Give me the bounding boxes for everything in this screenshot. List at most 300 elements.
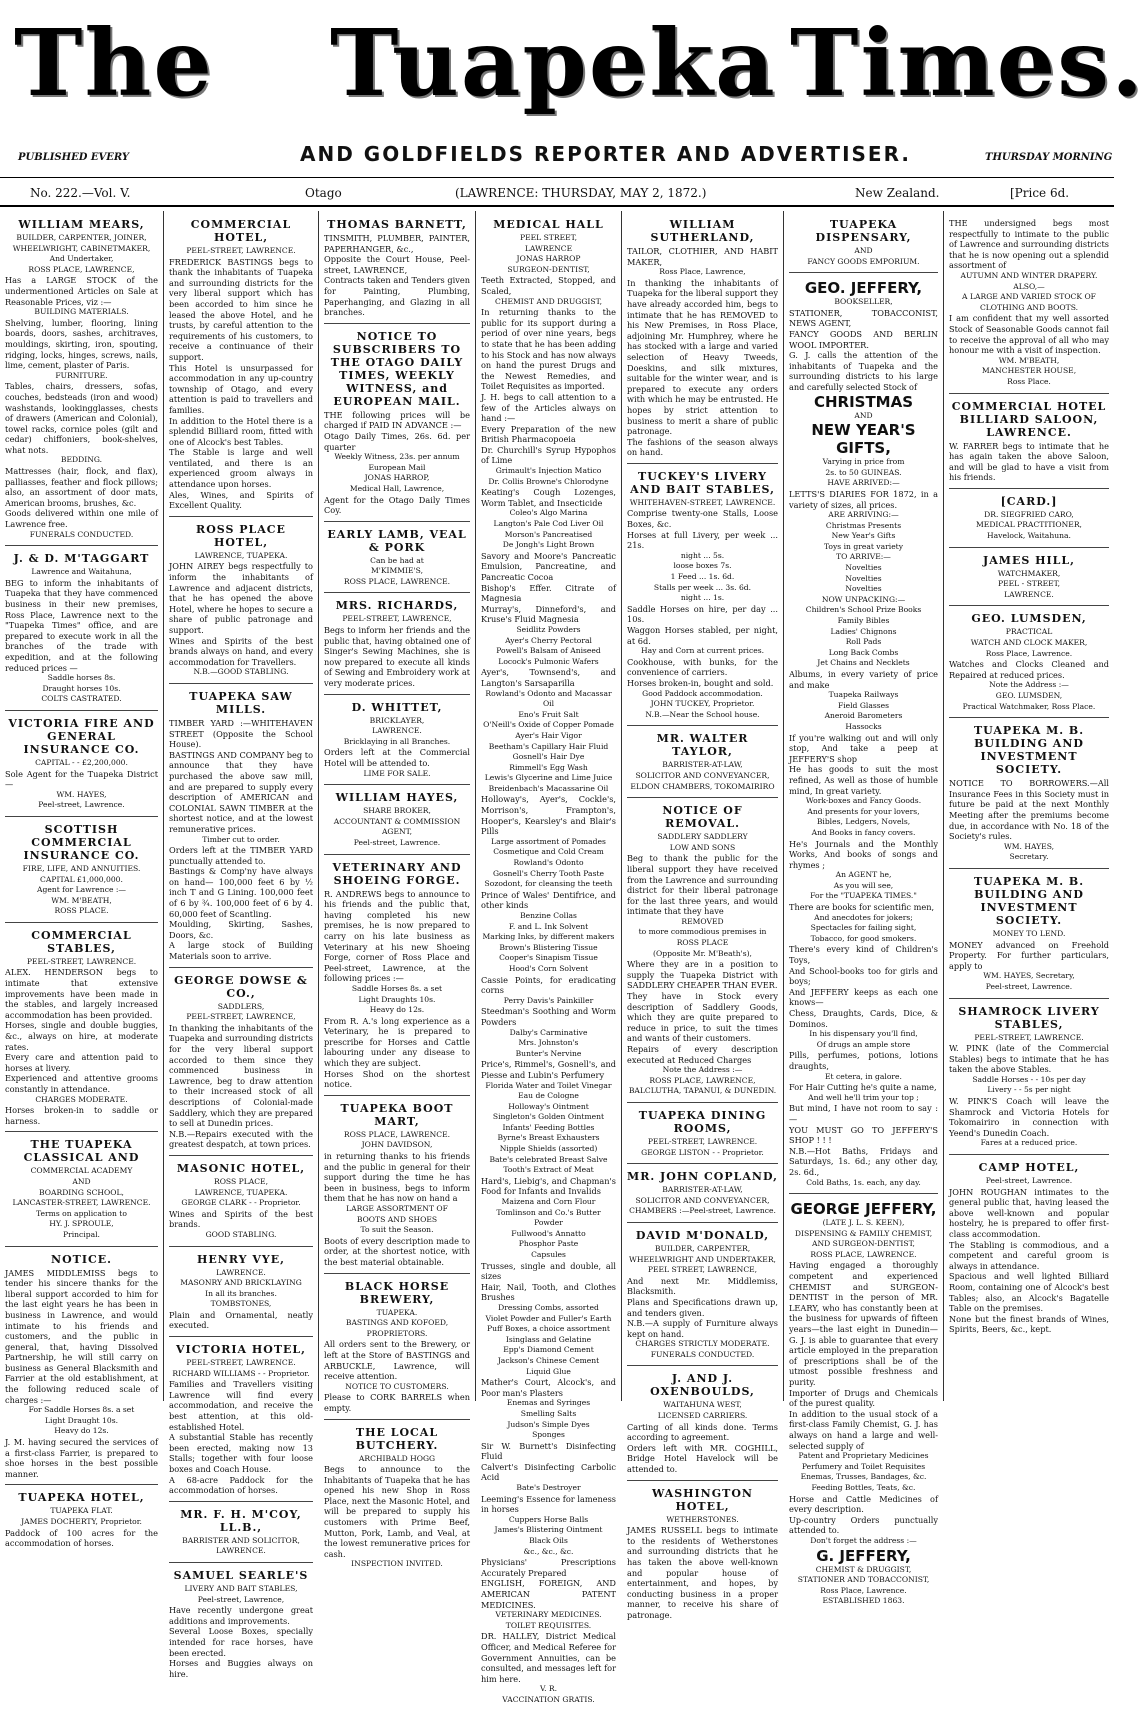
subtitle-row bbox=[0, 140, 1114, 170]
advertisement-line: Maizena and Corn Flour bbox=[501, 1197, 596, 1207]
advertisement-line: 2s. to 50 GUINEAS. bbox=[825, 467, 902, 477]
advertisement-line: Jackson's Chinese Cement bbox=[497, 1355, 600, 1365]
issue-place: Otago bbox=[305, 186, 342, 200]
advertisement-line: Toys in great variety bbox=[823, 541, 904, 551]
advertisement-line: In his dispensary you'll find, bbox=[809, 1029, 918, 1039]
advertisement-line: PRACTICAL bbox=[1005, 627, 1053, 637]
advertisement-line: But mind, I have not room to say :— bbox=[789, 1103, 938, 1124]
advertisement-line: Plain and Ornamental, neatly executed. bbox=[169, 1309, 313, 1331]
advertisement-line: JAMES DOCHERTY, Proprietor. bbox=[21, 1517, 142, 1526]
advertisement-heading: GEO. LUMSDEN, bbox=[971, 612, 1087, 626]
advertisement-line: Ross Place, Lawrence. bbox=[985, 648, 1073, 658]
advertisement-line: Children's School Prize Books bbox=[805, 605, 922, 615]
advertisement-line: Jet Chains and Necklets bbox=[817, 658, 910, 668]
advertisement-line: LAWRENCE, TUAPEKA. bbox=[194, 550, 288, 560]
advertisement-line: V. R. bbox=[539, 1684, 558, 1694]
advertisement-line: LAWRENCE, TUAPEKA. bbox=[194, 1187, 288, 1197]
advertisement bbox=[949, 1002, 1109, 1156]
advertisement-line: Peel-street, Lawrence. bbox=[985, 981, 1073, 991]
advertisement-line: Peel-street, Lawrence. bbox=[353, 837, 441, 847]
advertisement-heading: JAMES HILL, bbox=[983, 553, 1075, 567]
advertisement-line: And anecdotes for jokers; bbox=[814, 912, 913, 922]
advertisement bbox=[169, 1340, 313, 1502]
advertisement-line: FUNERALS CONDUCTED. bbox=[650, 1349, 755, 1359]
advertisement bbox=[789, 1197, 938, 1612]
column-3 bbox=[319, 211, 476, 1569]
advertisement-line: New Year's Gifts bbox=[831, 531, 896, 541]
advertisement-line: DR. HALLEY, District Medical Officer, and Medical Referee for Government Annuities, can be consulted, and messages left for him here. bbox=[481, 1631, 616, 1684]
advertisement-line: N.B.—Hot Baths, Fridays and Saturdays, 1s. 6d.; any other day, 2s. 6d., bbox=[789, 1145, 938, 1177]
masthead-word-2: Tuapeka bbox=[330, 9, 777, 117]
advertisement-line: Sir W. Burnett's Disinfecting Fluid bbox=[481, 1440, 616, 1462]
advertisement bbox=[627, 1167, 778, 1223]
advertisement-line: Field Glasses bbox=[837, 700, 890, 710]
advertisement-line: BUILDER, CARPENTER, JOINER, bbox=[16, 233, 147, 242]
advertisement-line: Goods delivered within one mile of Lawrence free. bbox=[5, 508, 158, 530]
advertisement-line: CLOTHING AND BOOTS. bbox=[979, 302, 1079, 312]
advertisement-heading: VICTORIA FIRE AND GENERAL INSURANCE CO. bbox=[8, 716, 155, 756]
advertisement-line: WHITEHAVEN-STREET, LAWRENCE. bbox=[629, 497, 776, 507]
advertisement-line: FANCY GOODS EMPORIUM. bbox=[807, 256, 920, 266]
advertisement-line: I am confident that my well assorted Stock of Seasonable Goods cannot fail to receive the approval of all who may honour me with a visit of inspection. bbox=[949, 313, 1109, 356]
advertisement-line: Moulding, Skirting, Sashes, Doors, &c. bbox=[169, 919, 313, 940]
advertisement-line: Saddle Horses 8s. a set bbox=[351, 983, 443, 993]
advertisement-heading: GEORGE DOWSE & CO., bbox=[174, 973, 308, 1000]
advertisement-line: Timber cut to order. bbox=[202, 834, 280, 844]
advertisement-line: Gosnell's Hair Dye bbox=[512, 752, 585, 762]
advertisement-line: ALSO,— bbox=[1013, 281, 1045, 291]
advertisement-line: MASONRY AND BRICKLAYING bbox=[180, 1278, 302, 1288]
advertisement-line: None but the finest brands of Wines, Spirits, Beers, &c., kept. bbox=[949, 1313, 1109, 1335]
advertisement-line: Hay and Corn at current prices. bbox=[640, 646, 765, 656]
advertisement-line: PROPRIETORS. bbox=[366, 1328, 428, 1338]
advertisement-line: ACCOUNTANT & COMMISSION AGENT, bbox=[333, 816, 461, 837]
advertisement-heading: ROSS PLACE HOTEL, bbox=[196, 522, 286, 549]
advertisement-line: Rowland's Odonto and Macassar Oil bbox=[485, 688, 612, 709]
advertisement-heading: GEORGE JEFFERY, bbox=[790, 1200, 937, 1219]
advertisement-line: ROSS PLACE, LAWRENCE. bbox=[810, 1249, 917, 1259]
advertisement-line: And Undertaker, bbox=[49, 254, 114, 264]
advertisement-line: Lewis's Glycerine and Lime Juice bbox=[484, 773, 613, 783]
advertisement-line: Ross Place. bbox=[1007, 376, 1051, 386]
advertisement-line: ESTABLISHED 1863. bbox=[822, 1596, 905, 1606]
advertisement-line: The fashions of the season always on hand. bbox=[627, 436, 778, 458]
advertisement-line: Medical Hall, Lawrence, bbox=[349, 483, 445, 493]
advertisement-line: Every Preparation of the new British Pharmacopoeia bbox=[481, 423, 616, 445]
advertisement-line: Breidenbach's Macassarine Oil bbox=[488, 783, 609, 793]
advertisement-line: Locock's Pulmonic Wafers bbox=[498, 656, 599, 666]
advertisement-line: James's Blistering Ointment bbox=[494, 1525, 603, 1535]
advertisement-line: SURGEON-DENTIST, bbox=[507, 264, 590, 274]
advertisement-line: This Hotel is unsurpassed for accommodation in any up-country township of Otago, and every attention is paid to travellers and families. bbox=[169, 362, 313, 415]
advertisement-line: LAWRENCE. bbox=[216, 1546, 266, 1556]
advertisement-line: Price's, Rimmel's, Gosnell's, and Piesse and Lubin's Perfumery bbox=[481, 1059, 616, 1080]
advertisement bbox=[5, 714, 158, 817]
advertisement-line: Enemas, Trusses, Bandages, &c. bbox=[800, 1472, 927, 1482]
advertisement-line: From R. A.'s long experience as a Veterinary, he is prepared to prescribe for Horses and Cattle labouring under any disease to which they are subject. bbox=[324, 1015, 470, 1069]
advertisement-line: Steedman's Soothing and Worm Powders bbox=[481, 1006, 616, 1027]
advertisement-line: A 68-acre Paddock for the accommodation of horses. bbox=[169, 1474, 313, 1496]
advertisement-line: NOTICE TO CUSTOMERS. bbox=[345, 1381, 449, 1391]
advertisement bbox=[169, 215, 313, 517]
advertisement bbox=[627, 215, 778, 464]
advertisement-heading: NOTICE TO SUBSCRIBERS TO THE OTAGO DAILY TIMES, WEEKLY WITNESS, and EUROPEAN MAIL. bbox=[330, 329, 464, 408]
advertisement-line: Patent and Proprietary Medicines bbox=[798, 1451, 929, 1461]
advertisement-heading: TUAPEKA DISPENSARY, bbox=[815, 218, 912, 244]
advertisement-line: Orders left with MR. COGHILL, Bridge Hotel Havelock will be attended to. bbox=[627, 1442, 778, 1475]
advertisement-line: TINSMITH, PLUMBER, PAINTER, PAPERHANGER, &c., bbox=[324, 233, 470, 254]
advertisement-line: Phosphor Paste bbox=[518, 1239, 579, 1249]
advertisement-line: TOMBSTONES, bbox=[210, 1299, 272, 1309]
advertisement bbox=[949, 872, 1109, 999]
advertisement-line: If you're walking out and will only stop, And take a peep at JEFFERY'S shop bbox=[789, 732, 938, 764]
advertisement bbox=[627, 1369, 778, 1480]
advertisement-line: SHARE BROKER, bbox=[363, 806, 431, 816]
advertisement-heading: WASHINGTON HOTEL, bbox=[652, 1486, 753, 1513]
advertisement-line: And presents for your lovers, bbox=[807, 806, 920, 816]
advertisement-line: LETTS'S DIARIES FOR 1872, in a variety of sizes, all prices. bbox=[789, 488, 938, 510]
advertisement bbox=[949, 1158, 1109, 1340]
issue-number: No. 222.—Vol. V. bbox=[30, 186, 131, 200]
advertisement-heading: BLACK HORSE BREWERY, bbox=[344, 1279, 450, 1306]
advertisement-line: Agent for the Otago Daily Times Coy. bbox=[324, 494, 470, 516]
advertisement-line: LIME FOR SALE. bbox=[363, 768, 431, 778]
advertisement-line: Weekly Witness, 23s. per annum bbox=[334, 452, 460, 462]
advertisement-line: MANCHESTER HOUSE, bbox=[981, 366, 1077, 376]
advertisement bbox=[627, 1484, 778, 1626]
masthead-word-1: The bbox=[14, 9, 214, 117]
advertisement-line: Cuppers Horse Balls bbox=[508, 1514, 589, 1524]
advertisement-heading: MR. F. H. M'COY, LL.B., bbox=[180, 1507, 302, 1534]
advertisement-line: N.B.—A supply of Furniture always kept on hand. bbox=[627, 1318, 778, 1339]
advertisement-line: Secretary. bbox=[1009, 852, 1049, 862]
advertisement-line: Enemas and Syringes bbox=[506, 1398, 591, 1408]
advertisement-line: Trusses, single and double, all sizes bbox=[481, 1260, 616, 1282]
advertisement-line: Families and Travellers visiting Lawrence will find every accommodation, and receive the best attention, at this old-established Hotel. bbox=[169, 1379, 313, 1432]
advertisement-line: LAWRENCE. bbox=[216, 1267, 266, 1277]
advertisement-line: CAPITAL - - £2,200,000. bbox=[35, 757, 128, 767]
advertisement-line: F. and L. Ink Solvent bbox=[508, 921, 589, 931]
advertisement-line: Smelling Salts bbox=[520, 1408, 577, 1418]
advertisement-heading: COMMERCIAL HOTEL BILLIARD SALOON, LAWRENCE. bbox=[951, 399, 1107, 439]
advertisement-line: CHEMIST AND DRUGGIST, bbox=[495, 296, 602, 306]
advertisement-line: NOTICE TO BORROWERS.—All Insurance Fees in this Society must in future be paid at the next Monthly Meeting after the premiums become due, in accordance with No. 18 of the Society's rules. bbox=[949, 778, 1109, 842]
advertisement-heading: VETERINARY AND SHOEING FORGE. bbox=[332, 860, 462, 887]
advertisement-line: STATIONER AND TOBACCONIST, bbox=[797, 1575, 930, 1585]
advertisement-line: Carting of all kinds done. Terms according to agreement. bbox=[627, 1421, 778, 1443]
advertisement-line: European Mail bbox=[368, 462, 426, 472]
advertisement-heading: MR. WALTER TAYLOR, bbox=[656, 732, 749, 759]
advertisement-line: Holloway's, Ayer's, Cockle's, Morrison's, Frampton's, Hooper's, Kearsley's and Blair's Pills bbox=[481, 794, 616, 837]
advertisement-line: Roll Pads bbox=[845, 637, 882, 647]
advertisement-heading: SCOTTISH COMMERCIAL INSURANCE CO. bbox=[23, 822, 140, 862]
advertisement-line: Light Draughts 10s. bbox=[358, 994, 436, 1004]
advertisement-line: LANCASTER-STREET, LAWRENCE. bbox=[12, 1198, 151, 1208]
advertisement-line: Grimault's Injection Matico bbox=[495, 466, 602, 476]
advertisement-line: SADDLERS, bbox=[217, 1001, 265, 1011]
advertisement-line: Novelties bbox=[845, 584, 882, 594]
advertisement-line: J. M. having secured the services of a first-class Farrier, is prepared to shoe horses in the best possible manner. bbox=[5, 1437, 158, 1479]
advertisement-line: Several Loose Boxes, specially intended for race horses, have been erected. bbox=[169, 1626, 313, 1658]
advertisement-line: W. FARRER begs to intimate that he has again taken the above Saloon, and will be glad to have a visit from his friends. bbox=[949, 440, 1109, 483]
advertisement-line: An AGENT he, bbox=[835, 870, 892, 880]
advertisement-line: PEEL-STREET, LAWRENCE, bbox=[186, 1012, 296, 1022]
advertisement-line: And School-books too for girls and boys; bbox=[789, 965, 938, 987]
advertisement-line: WM. HAYES, bbox=[1003, 841, 1055, 851]
advertisement-line: night ... 5s. bbox=[680, 550, 725, 560]
advertisement-line: Cold Baths, 1s. each, any day. bbox=[806, 1177, 921, 1187]
advertisement-line: HY. J. SPROULE, bbox=[49, 1219, 114, 1229]
advertisement-line: Brown's Blistering Tissue bbox=[499, 942, 598, 952]
advertisement-line: Isinglass and Gelatine bbox=[505, 1334, 592, 1344]
advertisement-line: ENGLISH, FOREIGN, AND AMERICAN PATENT MEDICINES. bbox=[481, 1578, 616, 1610]
advertisement-line: GEORGE LISTON - - Proprietor. bbox=[641, 1147, 764, 1157]
advertisement bbox=[324, 858, 470, 1096]
advertisement-heading: GEO. JEFFERY, bbox=[804, 279, 923, 298]
advertisement bbox=[169, 1250, 313, 1338]
advertisement-line: ROSS PLACE bbox=[676, 938, 729, 948]
advertisement-line: N.B.—GOOD STABLING. bbox=[193, 667, 289, 677]
advertisement-line: Hair, Nail, Tooth, and Clothes Brushes bbox=[481, 1281, 616, 1303]
advertisement-line: BASTINGS AND COMPANY beg to announce that they have purchased the above saw mill, and are prepared to supply every description of AMERICAN and COLONIAL SAWN TIMBER at the shortest notice, and at the lowest remunerative prices. bbox=[169, 749, 313, 834]
advertisement bbox=[324, 1277, 470, 1420]
advertisement-line: ROSS PLACE, LAWRENCE. bbox=[343, 576, 451, 586]
advertisement-line: Holloway's Ointment bbox=[508, 1101, 589, 1111]
advertisement-heading: TUCKEY'S LIVERY AND BAIT STABLES, bbox=[630, 469, 775, 496]
advertisement-line: And JEFFERY keeps as each one knows— bbox=[789, 986, 938, 1008]
advertisement-line: SADDLERY SADDLERY bbox=[657, 832, 748, 842]
advertisement-line: Fullwood's Annatto bbox=[511, 1228, 586, 1238]
advertisement-line: Heavy do 12s. bbox=[369, 1005, 425, 1015]
advertisement-line: BOOKSELLER, bbox=[834, 297, 893, 307]
advertisement-line: Draught horses 10s. bbox=[42, 683, 121, 693]
column-2 bbox=[164, 211, 319, 1679]
advertisement-line: AND bbox=[854, 246, 873, 255]
advertisement-heading: WILLIAM HAYES, bbox=[335, 791, 459, 805]
advertisement bbox=[169, 971, 313, 1156]
advertisement-line: Dr. Churchill's Syrup Hypophos of Lime bbox=[481, 444, 616, 466]
advertisement-line: Physicians' Prescriptions Accurately Prepared bbox=[481, 1557, 616, 1578]
advertisement-line: Paddock of 100 acres for the accommodation of horses. bbox=[5, 1527, 158, 1549]
advertisement bbox=[5, 820, 158, 923]
advertisement-line: Mattresses (hair, flock, and flax), palliasses, feather and flock pillows; also, an assortment of door mats, American brooms, brushes, &c. bbox=[5, 466, 158, 508]
advertisement-line: Christmas Presents bbox=[825, 520, 902, 530]
advertisement-line: MEDICAL PRACTITIONER, bbox=[976, 520, 1082, 530]
advertisement-line: SOLICITOR AND CONVEYANCER, bbox=[635, 1195, 770, 1205]
advertisement-line: TUAPEKA FLAT. bbox=[50, 1506, 113, 1516]
advertisement-line: BEDDING. bbox=[60, 455, 103, 465]
advertisement-line: YOU MUST GO TO JEFFERY'S SHOP ! ! ! bbox=[789, 1124, 938, 1146]
advertisement-line: In thanking the inhabitants of the Tuapeka and surrounding districts for the very liberal support accorded to them since they commenced business in Lawrence, beg to draw attention to their increased stock of all descriptions of Colonial-made Saddlery, which they are prepared to sell at Dunedin prices. bbox=[169, 1022, 313, 1129]
advertisement bbox=[481, 215, 616, 1711]
advertisement-line: THE following prices will be charged if PAID IN ADVANCE :— bbox=[324, 409, 470, 431]
advertisement-line: WETHERSTONES. bbox=[666, 1514, 739, 1524]
advertisement bbox=[949, 609, 1109, 718]
advertisement-line: STATIONER, TOBACCONIST, NEWS AGENT, bbox=[789, 307, 938, 329]
advertisement bbox=[324, 1099, 470, 1274]
advertisement-line: He's Journals and the Monthly Works, And books of songs and rhymes ; bbox=[789, 838, 938, 870]
advertisement bbox=[5, 1250, 158, 1486]
advertisement-line: Cookhouse, with bunks, for the convenience of carriers. bbox=[627, 656, 778, 678]
advertisement-line: Mrs. Johnston's bbox=[518, 1038, 579, 1048]
advertisement-line: Light Draught 10s. bbox=[44, 1415, 119, 1425]
advertisement-line: ARE ARRIVING:— bbox=[828, 510, 899, 520]
advertisement-line: Long Back Combs bbox=[828, 647, 899, 657]
advertisement-line: Having engaged a thoroughly competent and experienced CHEMIST and SURGEON-DENTIST in the person of MR. LEARY, who has constantly been at the business for upwards of fifteen years—the last eight in Dunedin—G. J. is able to guarantee that every article employed in the preparation of prescriptions shall be of the utmost possible freshness and purity. bbox=[789, 1260, 938, 1387]
advertisement-line: G. J. calls the attention of the inhabitants of Tuapeka and the surrounding districts to his large and carefully selected Stock of bbox=[789, 350, 938, 392]
published-every: PUBLISHED EVERY bbox=[18, 152, 129, 163]
advertisement-line: Mather's Court, Alcock's, and Poor man's Plasters bbox=[481, 1377, 616, 1398]
advertisement-line: Beetham's Capillary Hair Fluid bbox=[488, 741, 609, 751]
advertisement-line: JOHN DAVIDSON, bbox=[361, 1140, 433, 1150]
advertisement-line: BALCLUTHA, TAPANUI, & DUNEDIN. bbox=[628, 1086, 777, 1096]
advertisement-line: VETERINARY MEDICINES. bbox=[495, 1610, 602, 1620]
advertisement-line: FURNITURE. bbox=[55, 370, 108, 380]
advertisement-heading: WILLIAM SUTHERLAND, bbox=[650, 218, 755, 244]
advertisement-line: DR. SIEGFRIED CARO, bbox=[984, 509, 1074, 519]
advertisement-line: LOW AND SONS bbox=[669, 842, 736, 852]
advertisement-line: Keating's Cough Lozenges, Worm Tablet, and Insecticide bbox=[481, 487, 616, 508]
advertisement-line: Seidlitz Powders bbox=[516, 624, 581, 634]
advertisement-heading: EARLY LAMB, VEAL & PORK bbox=[327, 527, 467, 554]
advertisement-line: Have recently undergone great additions and improvements. bbox=[169, 1605, 313, 1626]
advertisement bbox=[324, 788, 470, 854]
advertisement-heading: THE TUAPEKA CLASSICAL AND bbox=[23, 1138, 140, 1165]
advertisement-heading: SAMUEL SEARLE'S bbox=[173, 1568, 309, 1582]
advertisement-line: Begs to announce to the Inhabitants of Tuapeka that he has opened his new Shop in Ross Place, next the Masonic Hotel, and will be prepared to supply his customers with Prime Beef, Mutton, Pork, Lamb, and Veal, at the lowest remunerative prices for cash. bbox=[324, 1464, 470, 1559]
advertisement-line: Rowland's Odonto bbox=[513, 858, 584, 868]
advertisement-line: In thanking the inhabitants of Tuapeka for the liberal support they have already accorded him, begs to intimate that he has REMOVED to his New Premises, in Ross Place, adjoining Mr. Humphrey, where he has stocked with a large and varied selection of Heavy Tweeds, Doeskins, and silk mixtures, suitable for the winter wear, and is prepared to execute any orders with which he may be entrusted. He hopes by strict attention to business to merit a share of public patronage. bbox=[627, 277, 778, 437]
advertisement-line: Bunter's Nervine bbox=[515, 1048, 582, 1058]
advertisement-line: Bishop's Effer. Citrate of Magnesia bbox=[481, 582, 616, 604]
advertisement-line: Can be had at bbox=[370, 555, 424, 565]
advertisement-line: Importer of Drugs and Chemicals of the purest quality. bbox=[789, 1387, 938, 1409]
advertisement-line: ROSS PLACE, LAWRENCE. bbox=[343, 1129, 451, 1139]
advertisement-line: Langton's Pale Cod Liver Oil bbox=[493, 519, 604, 529]
advertisement-line: Large assortment of Pomades bbox=[491, 836, 606, 846]
advertisement-line: Cosmetique and Cold Cream bbox=[493, 847, 604, 857]
publication-day: THURSDAY MORNING bbox=[985, 152, 1113, 163]
advertisement-line: There are books for scientific men, bbox=[789, 902, 935, 913]
advertisement-line: Heavy do 12s. bbox=[54, 1426, 109, 1436]
advertisement-line: Epp's Diamond Cement bbox=[503, 1345, 594, 1355]
advertisement-line: ROSS PLACE, LAWRENCE, bbox=[649, 1075, 756, 1085]
advertisement-line: BRICKLAYER, bbox=[369, 715, 425, 725]
advertisement-line: W. PINK'S Coach will leave the Shamrock and Victoria Hotels for Tokomairiro in connection with Yeend's Dunedin Coach. bbox=[949, 1096, 1109, 1138]
advertisement bbox=[169, 1159, 313, 1247]
advertisement-line: WM. HAYES, bbox=[56, 789, 107, 799]
advertisement-line: Ayer's, Townsend's, and Langton's Sarsaparilla bbox=[481, 667, 616, 688]
advertisement-line: PEEL - STREET, bbox=[997, 579, 1061, 589]
advertisement-line: Horse and Cattle Medicines of every description. bbox=[789, 1493, 938, 1515]
advertisement-line: INSPECTION INVITED. bbox=[351, 1559, 443, 1569]
advertisement-line: COLTS CASTRATED. bbox=[41, 694, 122, 704]
advertisement-line: DISPENSING & FAMILY CHEMIST, bbox=[794, 1228, 933, 1238]
advertisement-line: PEEL-STREET, LAWRENCE. bbox=[974, 1032, 1084, 1042]
advertisement-line: Gosnell's Cherry Tooth Paste bbox=[492, 868, 605, 878]
advertisement-line: Peel-street, Lawrence. bbox=[985, 1176, 1073, 1186]
advertisement-line: PEEL-STREET, LAWRENCE. bbox=[186, 246, 296, 255]
advertisement-line: RICHARD WILLIAMS - - Proprietor. bbox=[172, 1368, 310, 1378]
advertisement-line: CHARGES MODERATE. bbox=[35, 1094, 128, 1104]
advertisement-heading: MRS. RICHARDS, bbox=[335, 599, 459, 613]
advertisement-line: Rimmell's Egg Wash bbox=[509, 762, 588, 772]
advertisement-line: TOILET REQUISITES. bbox=[505, 1620, 592, 1630]
advertisement-line: Cassie Points, for eradicating corns bbox=[481, 974, 616, 996]
advertisement-line: WATCH AND CLOCK MAKER, bbox=[970, 638, 1088, 648]
advertisement-line: Tuapeka Railways bbox=[828, 690, 899, 700]
advertisement-line: Note the Address :— bbox=[989, 680, 1069, 690]
advertisement-line: And Books in fancy covers. bbox=[811, 827, 916, 837]
advertisement-line: Savory and Moore's Pancreatic Emulsion, Pancreatine, and Pancreatic Cocoa bbox=[481, 550, 616, 582]
advertisement-line: Murray's, Dinneford's, and Kruse's Fluid Magnesia bbox=[481, 603, 616, 625]
advertisement-line: GOOD STABLING. bbox=[205, 1229, 277, 1239]
advertisement-line: Nipple Shields (assorted) bbox=[499, 1144, 598, 1154]
newspaper-subtitle: AND GOLDFIELDS REPORTER AND ADVERTISER. bbox=[300, 142, 911, 166]
advertisement bbox=[949, 551, 1109, 607]
advertisement-line: Violet Powder and Fuller's Earth bbox=[485, 1313, 612, 1323]
advertisement-line: Aneroid Barometers bbox=[824, 711, 903, 721]
advertisement-line: GEORGE CLARK - - Proprietor. bbox=[181, 1198, 301, 1208]
advertisement-line: Calvert's Disinfecting Carbolic Acid bbox=[481, 1461, 616, 1483]
advertisement-heading: WILLIAM MEARS, bbox=[18, 218, 145, 231]
advertisement-line: Marking Inks, by different makers bbox=[482, 932, 615, 942]
advertisement-line: Boots of every description made to order, at the shortest notice, with the best material obtainable. bbox=[324, 1235, 470, 1267]
advertisement bbox=[5, 1488, 158, 1553]
advertisement-line: FIRE, LIFE, AND ANNUITIES. bbox=[22, 863, 141, 873]
advertisement-heading: TUAPEKA M. B. BUILDING AND INVESTMENT SOCIETY. bbox=[973, 874, 1085, 927]
advertisement-line: Peel-street, Lawrence. bbox=[38, 800, 125, 810]
advertisement-line: Black Oils bbox=[529, 1536, 568, 1546]
advertisement bbox=[627, 729, 778, 798]
advertisement-heading: TUAPEKA SAW MILLS. bbox=[189, 689, 293, 716]
advertisement-line: WAITAHUNA WEST, bbox=[663, 1400, 742, 1410]
advertisement-line: Spectacles for failing sight, bbox=[810, 923, 917, 933]
advertisement-line: Note the Address :— bbox=[662, 1065, 743, 1075]
advertisement-heading: MASONIC HOTEL, bbox=[176, 1161, 306, 1175]
advertisement bbox=[627, 1106, 778, 1164]
advertisement bbox=[627, 467, 778, 726]
advertisement-line: CHARGES STRICTLY MODERATE. bbox=[635, 1339, 770, 1349]
column-1 bbox=[0, 211, 164, 1549]
advertisement-line: Horses Shod on the shortest notice. bbox=[324, 1068, 470, 1090]
advertisement-line: Hard's, Liebig's, and Chapman's Food for Infants and Invalids bbox=[481, 1175, 616, 1197]
advertisement-line: Horses and Buggies always on hire. bbox=[169, 1658, 313, 1679]
advertisement bbox=[627, 1226, 778, 1367]
advertisement-line: VACCINATION GRATIS. bbox=[502, 1694, 595, 1704]
advertisement-line: Tables, chairs, dressers, sofas, couches, bedsteads (iron and wood) washstands, lookingglasses, chests of drawers (American and Colonial), towel racks, cornice poles (gilt and cedar) chiffoniers, book-shelves, what nots. bbox=[5, 381, 158, 455]
advertisement-line: Up-country Orders punctually attended to. bbox=[789, 1514, 938, 1536]
advertisement-line: TO ARRIVE:— bbox=[836, 552, 891, 562]
advertisement-line: Waggon Horses stabled, per night, at 6d. bbox=[627, 625, 778, 646]
advertisement-line: Every care and attention paid to horses at livery. bbox=[5, 1052, 158, 1073]
advertisement-heading: NOTICE. bbox=[51, 1252, 112, 1266]
advertisement-line: To suit the Season. bbox=[360, 1225, 434, 1235]
advertisement-line: WHEELWRIGHT, CABINETMAKER, bbox=[12, 243, 151, 253]
advertisement-line: A large stock of Building Materials soon to arrive. bbox=[169, 940, 313, 962]
advertisement-line: O'Neill's Oxide of Copper Pomade bbox=[483, 720, 614, 730]
advertisement-line: (LATE J. L. S. KEEN), bbox=[822, 1218, 905, 1228]
advertisement-line: LAWRENCE bbox=[524, 243, 573, 253]
advertisement-line: WM. M'BEATH, bbox=[51, 895, 112, 905]
advertisement-line: Has a LARGE STOCK of the undermentioned Articles on Sale at Reasonable Prices, viz :— bbox=[5, 275, 158, 307]
advertisement-line: Experienced and attentive grooms constantly in attendance. bbox=[5, 1073, 158, 1094]
advertisement-line: Opposite the Court House, Peel-street, LAWRENCE, bbox=[324, 254, 470, 275]
advertisement-line: Infants' Feeding Bottles bbox=[502, 1122, 595, 1132]
advertisement-line: to more commodious premises in bbox=[638, 927, 767, 937]
advertisement-line: Bricklaying in all Branches. bbox=[343, 736, 451, 746]
advertisement-line: SOLICITOR AND CONVEYANCER, bbox=[635, 770, 770, 780]
